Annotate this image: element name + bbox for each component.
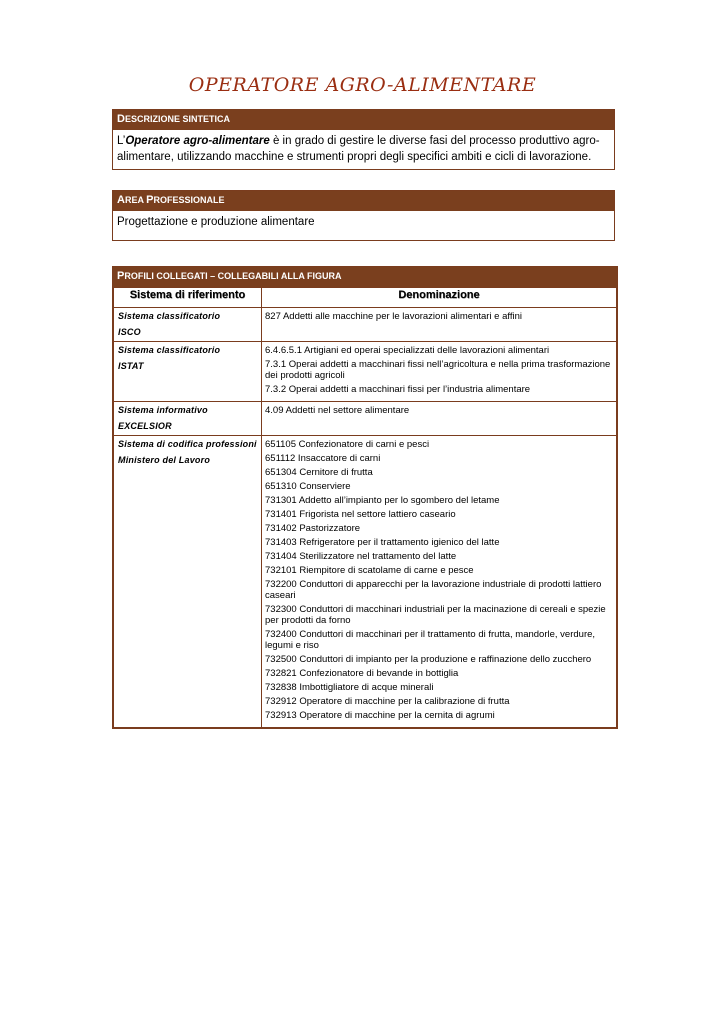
denominazione-item: 7.3.2 Operai addetti a macchinari fissi per l’industria alimentare: [265, 384, 531, 395]
descrizione-text: L’Operatore agro-alimentare è in grado di gestire le diverse fasi del processo produttivo agro-alimentare, utilizzando macchine e strumenti propri degli specifici ambiti e cicli di lavorazione.: [117, 135, 600, 163]
denominazione-item: 732821 Confezionatore di bevande in bottiglia: [265, 668, 459, 679]
denominazione-item: 731301 Addetto all’impianto per lo sgombero del letame: [265, 495, 500, 506]
sistema-cell: [114, 308, 262, 342]
sistema-cell: [114, 436, 262, 728]
sistema-label: Ministero del Lavoro: [118, 455, 211, 465]
table-row: [114, 342, 617, 402]
denominazione-cell: [262, 436, 617, 728]
profile-name: Operatore agro-alimentare: [125, 135, 270, 147]
denominazione-item: 651105 Confezionatore di carni e pesci: [265, 439, 430, 450]
sistema-cell: [114, 342, 262, 402]
denominazione-item: 732300 Conduttori di macchinari industriali per la macinazione di cereali e spezie per prodotti da forno: [265, 604, 606, 626]
denominazione-item: 732838 Imbottigliatore di acque minerali: [265, 682, 434, 693]
denominazione-item: 731403 Refrigeratore per il trattamento igienico del latte: [265, 537, 500, 548]
sistema-label: Sistema informativo: [118, 405, 208, 415]
denominazione-item: 732101 Riempitore di scatolame di carne e pesce: [265, 565, 474, 576]
document-title: OPERATORE AGRO-ALIMENTARE: [188, 74, 537, 96]
profili-table: [113, 287, 617, 728]
sistema-label: Sistema di codifica professioni: [118, 439, 257, 449]
area-header: AREA PROFESSIONALE: [113, 191, 614, 211]
sistema-label: EXCELSIOR: [118, 421, 172, 431]
sistema-label: Sistema classificatorio: [118, 311, 221, 321]
denominazione-item: 731402 Pastorizzatore: [265, 523, 361, 534]
denominazione-cell: [262, 342, 617, 402]
denominazione-item: 827 Addetti alle macchine per le lavorazioni alimentari e affini: [265, 311, 523, 322]
denominazione-item: 731401 Frigorista nel settore lattiero caseario: [265, 509, 456, 520]
profili-section: [112, 266, 618, 729]
denominazione-item: 6.4.6.5.1 Artigiani ed operai specializzati delle lavorazioni alimentari: [265, 345, 550, 356]
denominazione-item: 732400 Conduttori di macchinari per il trattamento di frutta, mandorle, verdure, legumi e riso: [265, 629, 596, 651]
denominazione-cell: [262, 402, 617, 436]
denominazione-item: 732500 Conduttori di impianto per la produzione e raffinazione dello zucchero: [265, 654, 592, 665]
denominazione-item: 732200 Conduttori di apparecchi per la lavorazione industriale di prodotti lattiero caseari: [265, 579, 602, 601]
denominazione-item: 651112 Insaccatore di carni: [265, 453, 381, 464]
denominazione-item: 4.09 Addetti nel settore alimentare: [265, 405, 410, 416]
denominazione-item: 7.3.1 Operai addetti a macchinari fissi nell’agricoltura e nella prima trasformazione dei prodotti agricoli: [265, 359, 611, 381]
descrizione-section: [112, 109, 615, 170]
table-row: [114, 308, 617, 342]
denominazione-item: 732913 Operatore di macchine per la cernita di agrumi: [265, 710, 495, 721]
area-text: Progettazione e produzione alimentare: [117, 216, 315, 228]
column-header-denominazione: Denominazione: [262, 288, 617, 308]
denominazione-cell: [262, 308, 617, 342]
denominazione-item: 651304 Cernitore di frutta: [265, 467, 373, 478]
sistema-label: ISCO: [118, 327, 141, 337]
table-row: [114, 436, 617, 728]
denominazione-item: 651310 Conserviere: [265, 481, 351, 492]
area-section: [112, 190, 615, 241]
denominazione-item: 732912 Operatore di macchine per la calibrazione di frutta: [265, 696, 510, 707]
profili-header: PROFILI COLLEGATI – COLLEGABILI ALLA FIGURA: [113, 267, 617, 287]
column-header-sistema: Sistema di riferimento: [114, 288, 262, 308]
sistema-label: ISTAT: [118, 361, 144, 371]
descrizione-header: DESCRIZIONE SINTETICA: [113, 110, 614, 130]
denominazione-item: 731404 Sterilizzatore nel trattamento del latte: [265, 551, 457, 562]
table-row: [114, 402, 617, 436]
sistema-cell: [114, 402, 262, 436]
sistema-label: Sistema classificatorio: [118, 345, 221, 355]
